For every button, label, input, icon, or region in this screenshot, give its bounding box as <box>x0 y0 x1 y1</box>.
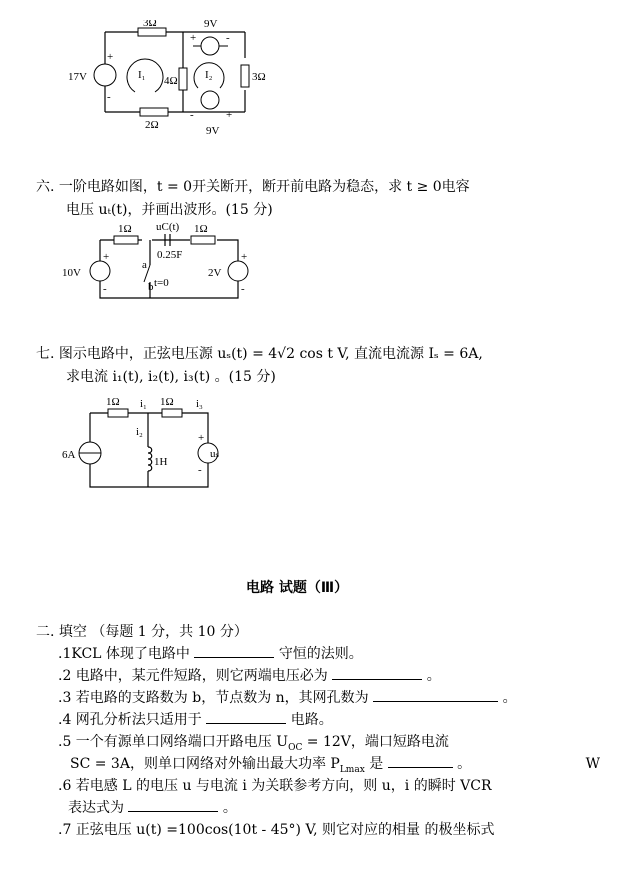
label-9v-top: 9V <box>204 20 218 30</box>
minus-sign: - <box>226 32 230 44</box>
fill-item-7 <box>58 821 494 839</box>
fill-item-6b <box>68 799 237 817</box>
answer-blank[interactable] <box>206 711 286 724</box>
label-2ohm-bottom: 2Ω <box>145 119 159 131</box>
fill-item-3-text: .3 若电路的支路数为 b，节点数为 n，其网孔数为 <box>58 690 369 706</box>
fill-item-6b-text: 表达式为 <box>68 800 124 816</box>
resistor-1ohm-left <box>114 236 138 244</box>
fill-item-2 <box>58 667 441 685</box>
q6-line1 <box>36 178 470 196</box>
resistor-4ohm-middle <box>179 68 187 90</box>
resistor-3ohm-top <box>138 28 166 36</box>
fill-item-7-text: .7 正弦电压 u(t) =100cos(10t - 45°) V, 则它对应的相量 <box>58 822 421 838</box>
resistor-1ohm-right <box>162 409 182 417</box>
label-17v: 17V <box>68 71 87 83</box>
fill-item-5b-period: 。 <box>457 756 472 772</box>
fill-item-5b <box>70 755 610 779</box>
fill-header: 二. 填空 （每题 1 分，共 10 分） <box>36 624 248 640</box>
plus-sign: + <box>103 251 110 263</box>
q7-text-line1: 图示电路中，正弦电压源 uₛ(t) = 4√2 cos t V, 直流电流源 Iₛ = 6A, <box>58 346 483 362</box>
label-1h: 1H <box>154 456 168 468</box>
label-1ohm-left: 1Ω <box>118 223 132 235</box>
label-1ohm-left: 1Ω <box>106 396 120 408</box>
label-3ohm-top: 3Ω <box>143 20 157 29</box>
voltage-source-9v-bottom <box>201 91 219 109</box>
circuit-diagram-7 <box>60 395 240 495</box>
minus-sign: - <box>198 464 202 476</box>
answer-blank[interactable] <box>332 667 422 680</box>
resistor-1ohm-right <box>191 236 215 244</box>
fill-item-1 <box>58 645 363 663</box>
plus-sign: + <box>190 32 197 44</box>
fill-item-5b-is: 是 <box>369 756 384 772</box>
fill-item-5 <box>58 733 449 757</box>
voltage-source-2v <box>228 261 248 281</box>
fill-item-6b-tail: 。 <box>222 800 237 816</box>
label-2v: 2V <box>208 267 222 279</box>
node-a: a <box>142 259 147 271</box>
fill-item-5-tail: = 12V，端口短路电流 <box>306 734 449 750</box>
fill-item-4 <box>58 711 333 729</box>
answer-blank[interactable] <box>194 645 274 658</box>
fill-item-1-tail: 守恒的法则。 <box>278 646 363 662</box>
minus-sign: - <box>241 283 245 295</box>
minus-sign: - <box>107 91 111 103</box>
answer-blank[interactable] <box>373 689 498 702</box>
plus-sign: + <box>198 432 205 444</box>
label-i1: i₁ <box>140 398 147 410</box>
label-i3: i₃ <box>196 398 203 410</box>
section-title: 电路 试题（Ⅲ） <box>246 580 349 596</box>
fill-item-3 <box>58 689 517 707</box>
q6-text-line1: 一阶电路如图，t = 0开关断开，断开前电路为稳态，求 t ≥ 0电容 <box>58 179 470 195</box>
fill-item-3-tail: 。 <box>502 690 517 706</box>
label-us: uₛ <box>210 448 220 460</box>
label-4ohm: 4Ω <box>164 75 178 87</box>
voltage-source-9v-top <box>201 37 219 55</box>
subscript: Lmax <box>339 764 365 775</box>
label-6a: 6A <box>62 449 76 461</box>
label-9v-bottom: 9V <box>206 125 220 137</box>
subscript: OC <box>288 742 303 753</box>
resistor-1ohm-left <box>108 409 128 417</box>
fill-item-6 <box>58 777 492 795</box>
answer-blank[interactable] <box>388 755 453 768</box>
fill-item-2-tail: 。 <box>426 668 441 684</box>
fill-item-6-text: .6 若电感 L 的电压 u 与电流 i 为关联参考方向，则 u，i 的瞬时 VCR <box>58 778 492 794</box>
label-capacitor: 0.25F <box>157 249 183 261</box>
plus-sign: + <box>107 51 114 63</box>
fill-item-4-text: .4 网孔分析法只适用于 <box>58 712 202 728</box>
answer-blank[interactable] <box>128 799 218 812</box>
circuit-diagram-6 <box>60 220 260 310</box>
loop-label-1: I₁ <box>138 69 146 81</box>
q7-line1 <box>36 345 483 363</box>
label-3ohm-right: 3Ω <box>252 71 266 83</box>
fill-item-2-text: .2 电路中，某元件短路，则它两端电压必为 <box>58 668 328 684</box>
fill-item-5-text: .5 一个有源单口网络端口开路电压 U <box>58 734 289 750</box>
label-switch: t=0 <box>154 277 169 289</box>
minus-sign: - <box>190 109 194 121</box>
q7-number: 七. <box>36 346 55 362</box>
voltage-source-10v <box>90 261 110 281</box>
q6-text-line2: 电压 uₜ(t)，并画出波形。(15 分) <box>66 202 273 218</box>
q7-text-line2: 求电流 i₁(t), i₂(t), i₃(t) 。(15 分) <box>66 369 276 385</box>
fill-item-5b-unit: W <box>585 756 600 772</box>
fill-item-7-tail: 的极坐标式 <box>424 822 495 838</box>
fill-item-1-text: .1KCL 体现了电路中 <box>58 646 190 662</box>
label-1ohm-right: 1Ω <box>194 223 208 235</box>
resistor-3ohm-right <box>241 65 249 87</box>
node-b: b <box>148 281 154 293</box>
plus-sign: + <box>226 109 233 121</box>
fill-item-4-tail: 电路。 <box>290 712 333 728</box>
voltage-source-17v <box>94 64 116 86</box>
circuit-diagram-5 <box>60 20 290 140</box>
plus-sign: + <box>241 251 248 263</box>
label-10v: 10V <box>62 267 81 279</box>
resistor-2ohm-bottom <box>140 108 168 116</box>
label-uc: uC(t) <box>156 221 180 233</box>
label-1ohm-right: 1Ω <box>160 396 174 408</box>
minus-sign: - <box>103 283 107 295</box>
fill-item-5b-text: SC = 3A，则单口网络对外输出最大功率 P <box>70 756 340 772</box>
q6-number: 六. <box>36 179 55 195</box>
label-i2: i₂ <box>136 426 143 438</box>
loop-label-2: I₂ <box>205 69 213 81</box>
